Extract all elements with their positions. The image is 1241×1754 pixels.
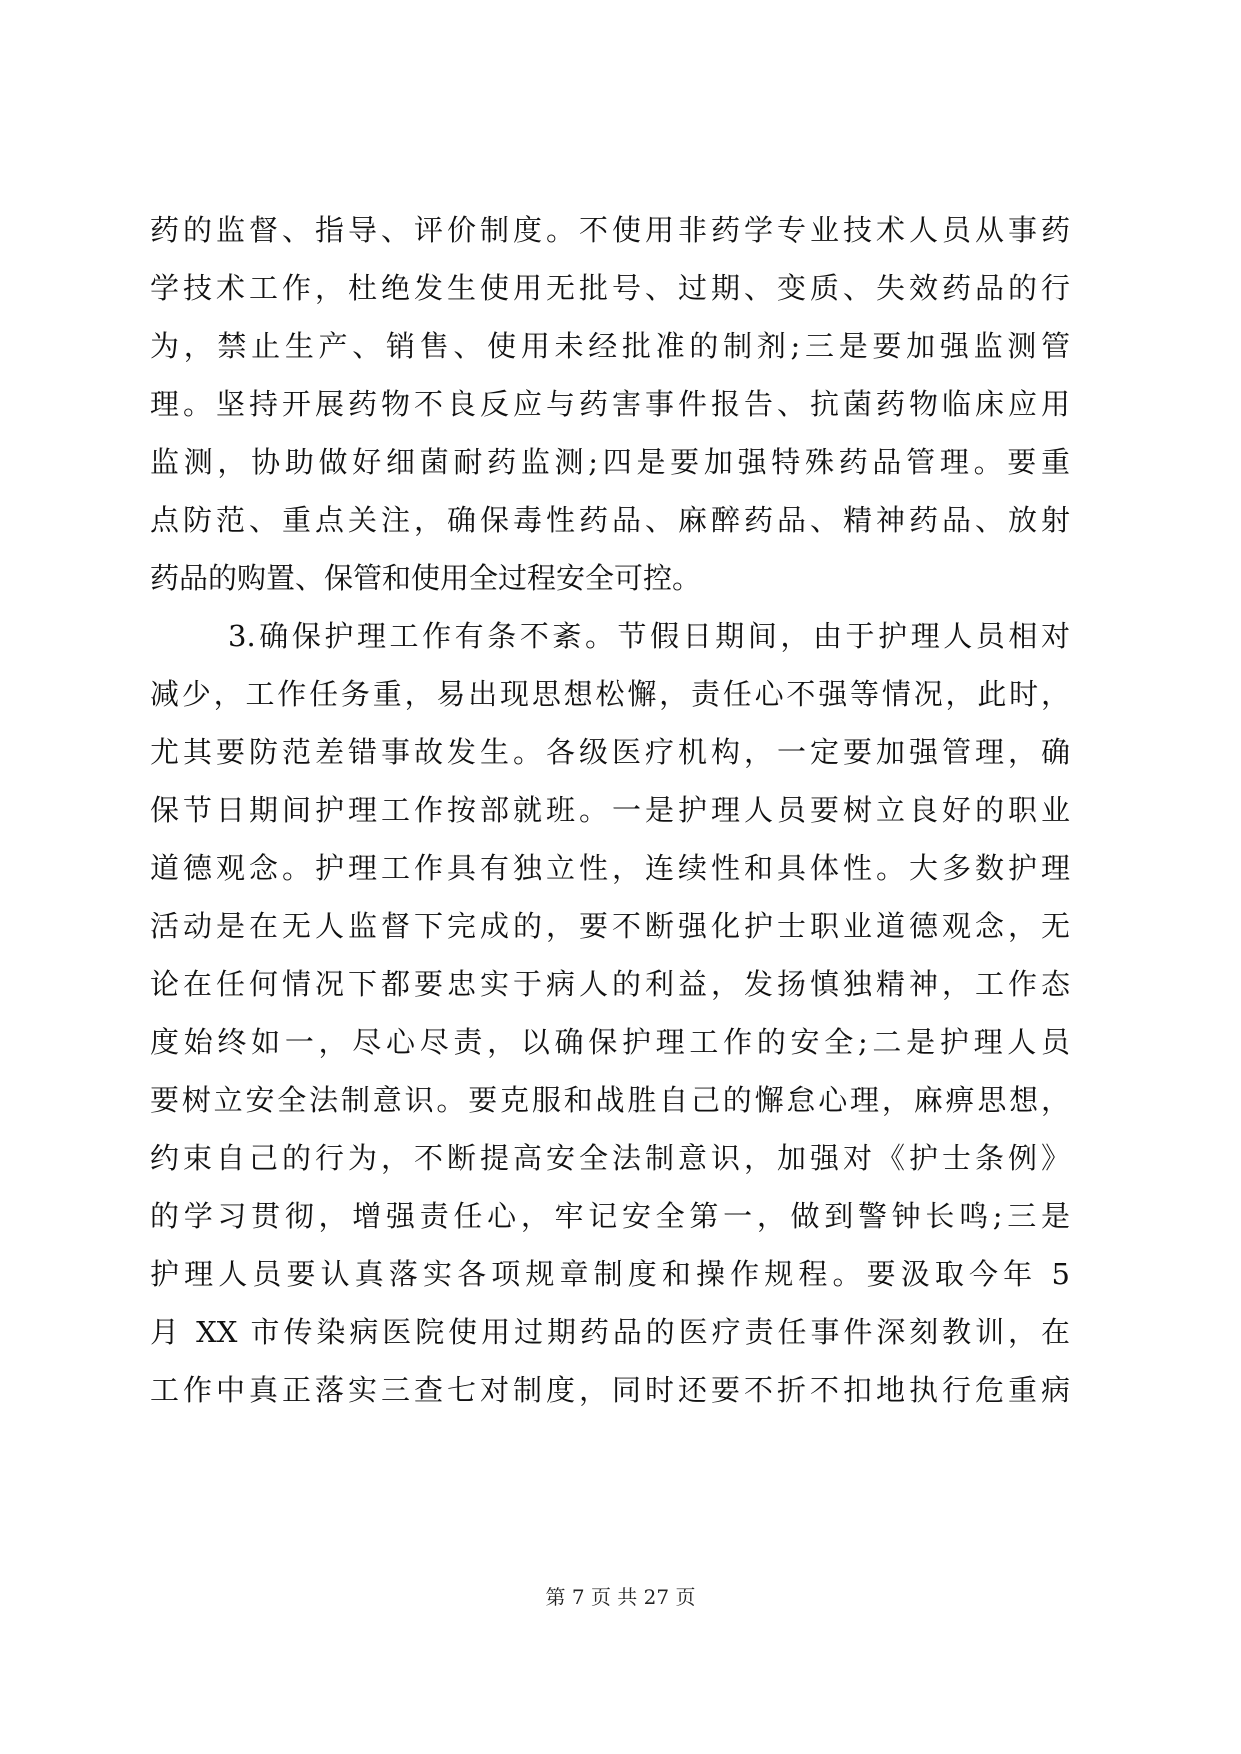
text-line: 活动是在无人监督下完成的，要不断强化护士职业道德观念，无 bbox=[150, 909, 1070, 943]
text-line: 尤其要防范差错事故发生。各级医疗机构，一定要加强管理，确 bbox=[150, 735, 1070, 769]
text-line: 监测，协助做好细菌耐药监测;四是要加强特殊药品管理。要重 bbox=[150, 445, 1070, 479]
text-line: 为，禁止生产、销售、使用未经批准的制剂;三是要加强监测管 bbox=[150, 329, 1070, 363]
text-line: 减少，工作任务重，易出现思想松懈，责任心不强等情况，此时， bbox=[150, 677, 1070, 711]
text-line: 度始终如一，尽心尽责，以确保护理工作的安全;二是护理人员 bbox=[150, 1025, 1070, 1059]
text-line: 药品的购置、保管和使用全过程安全可控。 bbox=[150, 561, 702, 595]
text-line: 工作中真正落实三查七对制度，同时还要不折不扣地执行危重病 bbox=[150, 1373, 1070, 1407]
text-line: 道德观念。护理工作具有独立性，连续性和具体性。大多数护理 bbox=[150, 851, 1070, 885]
text-line: 理。坚持开展药物不良反应与药害事件报告、抗菌药物临床应用 bbox=[150, 387, 1070, 421]
paragraph-start-line: 3.确保护理工作有条不紊。节假日期间，由于护理人员相对 bbox=[228, 619, 1070, 653]
text-line: 药的监督、指导、评价制度。不使用非药学专业技术人员从事药 bbox=[150, 213, 1070, 247]
text-line: 月 XX 市传染病医院使用过期药品的医疗责任事件深刻教训，在 bbox=[150, 1315, 1070, 1349]
page-number-footer: 第 7 页 共 27 页 bbox=[545, 1585, 696, 1609]
text-line: 的学习贯彻，增强责任心，牢记安全第一，做到警钟长鸣;三是 bbox=[150, 1199, 1070, 1233]
text-line: 保节日期间护理工作按部就班。一是护理人员要树立良好的职业 bbox=[150, 793, 1070, 827]
text-line: 学技术工作，杜绝发生使用无批号、过期、变质、失效药品的行 bbox=[150, 271, 1070, 305]
text-line: 约束自己的行为，不断提高安全法制意识，加强对《护士条例》 bbox=[150, 1141, 1070, 1175]
text-line: 论在任何情况下都要忠实于病人的利益，发扬慎独精神，工作态 bbox=[150, 967, 1070, 1001]
text-line: 护理人员要认真落实各项规章制度和操作规程。要汲取今年 5 bbox=[150, 1257, 1070, 1291]
text-line: 要树立安全法制意识。要克服和战胜自己的懈怠心理，麻痹思想， bbox=[150, 1083, 1070, 1117]
text-line: 点防范、重点关注，确保毒性药品、麻醉药品、精神药品、放射 bbox=[150, 503, 1070, 537]
